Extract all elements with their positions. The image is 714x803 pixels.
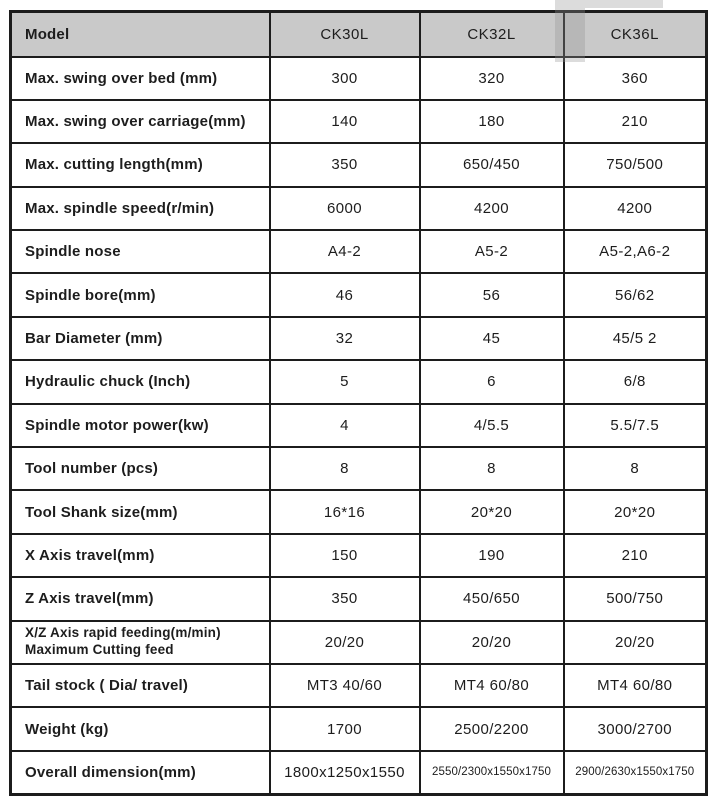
spec-value: 2500/2200 xyxy=(420,707,564,750)
spec-label: Spindle bore(mm) xyxy=(11,273,270,316)
spec-value: 210 xyxy=(564,100,707,143)
column-header-ck36l: CK36L xyxy=(564,12,707,57)
table-row xyxy=(11,360,707,403)
table-row xyxy=(11,621,707,664)
spec-value: 46 xyxy=(270,273,420,316)
spec-label: Max. cutting length(mm) xyxy=(11,143,270,186)
spec-value: 300 xyxy=(270,57,420,100)
table-row xyxy=(11,707,707,750)
spec-value: 4/5.5 xyxy=(420,404,564,447)
spec-value: MT4 60/80 xyxy=(420,664,564,707)
table-row xyxy=(11,404,707,447)
spec-value: 56 xyxy=(420,273,564,316)
table-row xyxy=(11,490,707,533)
spec-label: Spindle nose xyxy=(11,230,270,273)
spec-label: Z Axis travel(mm) xyxy=(11,577,270,620)
spec-table-body xyxy=(11,57,707,795)
spec-label-line1: X/Z Axis rapid feeding(m/min) xyxy=(25,625,221,641)
table-row xyxy=(11,534,707,577)
table-row xyxy=(11,447,707,490)
spec-label: X Axis travel(mm) xyxy=(11,534,270,577)
spec-value: 4 xyxy=(270,404,420,447)
table-row xyxy=(11,143,707,186)
spec-label-line2: Maximum Cutting feed xyxy=(25,642,174,658)
spec-sheet xyxy=(9,10,708,796)
spec-value: 140 xyxy=(270,100,420,143)
spec-value: 450/650 xyxy=(420,577,564,620)
spec-label: Spindle motor power(kw) xyxy=(11,404,270,447)
spec-value: 32 xyxy=(270,317,420,360)
spec-value: 16*16 xyxy=(270,490,420,533)
spec-value: 6 xyxy=(420,360,564,403)
header-row xyxy=(11,12,707,57)
spec-value: 150 xyxy=(270,534,420,577)
spec-value: 500/750 xyxy=(564,577,707,620)
spec-label: Max. spindle speed(r/min) xyxy=(11,187,270,230)
spec-value: 20/20 xyxy=(564,621,707,664)
spec-value: 45/5 2 xyxy=(564,317,707,360)
table-row xyxy=(11,664,707,707)
spec-value: 2550/2300x1550x1750 xyxy=(420,751,564,794)
spec-value: 3000/2700 xyxy=(564,707,707,750)
spec-value: MT4 60/80 xyxy=(564,664,707,707)
spec-value: 1700 xyxy=(270,707,420,750)
table-row xyxy=(11,317,707,360)
spec-value: 8 xyxy=(564,447,707,490)
spec-value: 210 xyxy=(564,534,707,577)
spec-value: MT3 40/60 xyxy=(270,664,420,707)
spec-value: 320 xyxy=(420,57,564,100)
spec-label: Tool Shank size(mm) xyxy=(11,490,270,533)
spec-label: Hydraulic chuck (Inch) xyxy=(11,360,270,403)
table-row xyxy=(11,187,707,230)
spec-value: 4200 xyxy=(564,187,707,230)
spec-value: 5.5/7.5 xyxy=(564,404,707,447)
spec-table xyxy=(9,10,708,796)
spec-value: 56/62 xyxy=(564,273,707,316)
spec-value: 8 xyxy=(270,447,420,490)
spec-value: 45 xyxy=(420,317,564,360)
spec-value: 180 xyxy=(420,100,564,143)
model-header-cell: Model xyxy=(11,12,270,57)
table-row xyxy=(11,273,707,316)
spec-label xyxy=(11,621,270,664)
spec-value: 350 xyxy=(270,143,420,186)
spec-value: 20/20 xyxy=(270,621,420,664)
spec-label: Max. swing over bed (mm) xyxy=(11,57,270,100)
spec-value: 350 xyxy=(270,577,420,620)
column-header-ck30l: CK30L xyxy=(270,12,420,57)
spec-value: 360 xyxy=(564,57,707,100)
spec-value: A5-2 xyxy=(420,230,564,273)
spec-label: Overall dimension(mm) xyxy=(11,751,270,794)
spec-label: Bar Diameter (mm) xyxy=(11,317,270,360)
spec-value: 5 xyxy=(270,360,420,403)
spec-value: 8 xyxy=(420,447,564,490)
spec-value: A4-2 xyxy=(270,230,420,273)
spec-value: 20/20 xyxy=(420,621,564,664)
spec-label: Tail stock ( Dia/ travel) xyxy=(11,664,270,707)
spec-value: 650/450 xyxy=(420,143,564,186)
spec-value: 20*20 xyxy=(564,490,707,533)
table-row xyxy=(11,100,707,143)
table-row xyxy=(11,230,707,273)
table-row xyxy=(11,577,707,620)
column-header-ck32l: CK32L xyxy=(420,12,564,57)
spec-table-header xyxy=(11,12,707,57)
spec-value: 4200 xyxy=(420,187,564,230)
spec-value: 190 xyxy=(420,534,564,577)
spec-label: Max. swing over carriage(mm) xyxy=(11,100,270,143)
spec-value: 750/500 xyxy=(564,143,707,186)
spec-label: Weight (kg) xyxy=(11,707,270,750)
spec-label: Tool number (pcs) xyxy=(11,447,270,490)
spec-value: 2900/2630x1550x1750 xyxy=(564,751,707,794)
spec-value: 20*20 xyxy=(420,490,564,533)
spec-value: 1800x1250x1550 xyxy=(270,751,420,794)
spec-value: 6000 xyxy=(270,187,420,230)
corner-watermark-horizontal-bar xyxy=(585,0,663,8)
table-row xyxy=(11,751,707,794)
spec-value: A5-2,A6-2 xyxy=(564,230,707,273)
spec-value: 6/8 xyxy=(564,360,707,403)
table-row xyxy=(11,57,707,100)
